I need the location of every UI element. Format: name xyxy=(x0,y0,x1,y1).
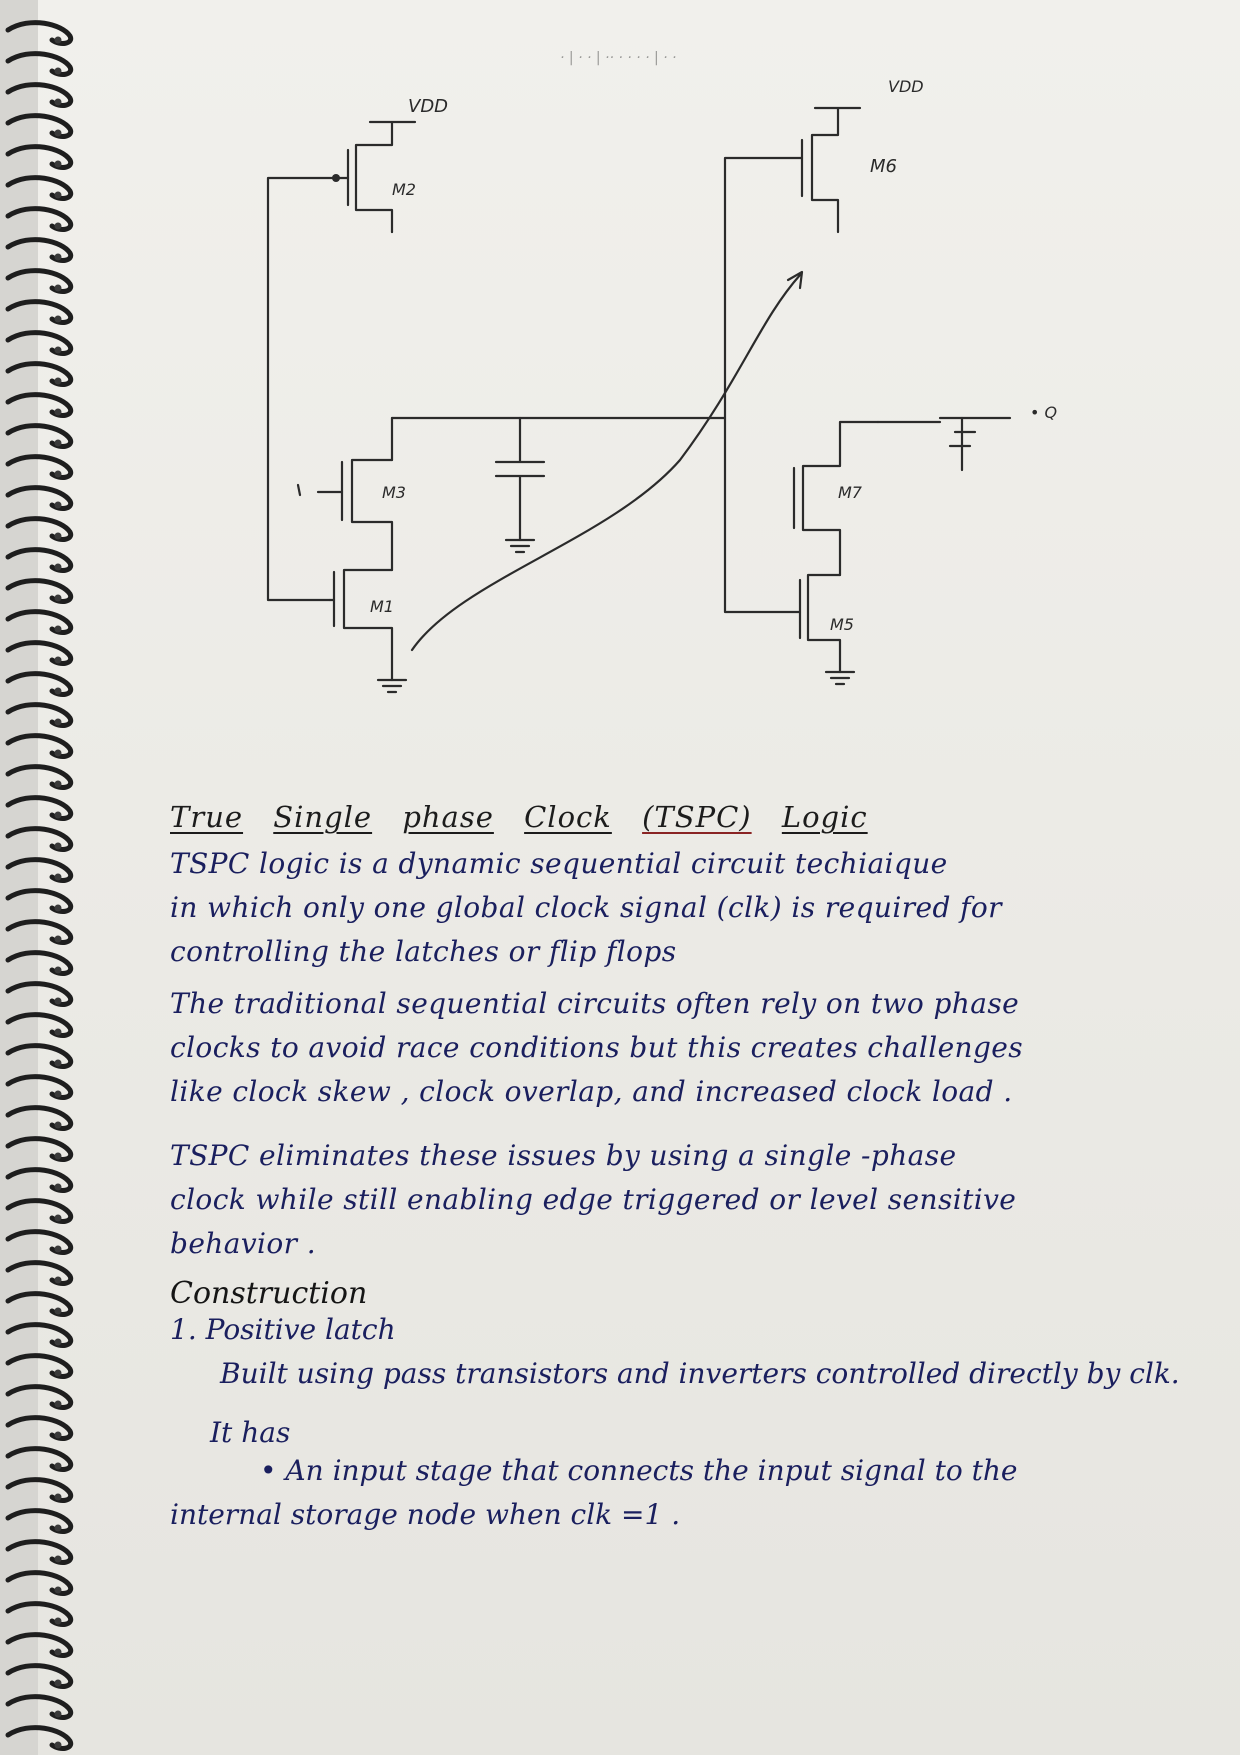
m6-label: M6 xyxy=(870,156,897,177)
punch-hole xyxy=(55,1153,62,1160)
punch-hole xyxy=(55,1277,62,1284)
annotation-curve xyxy=(412,275,800,650)
punch-hole xyxy=(55,1680,62,1687)
bleed-through-marks: · | · · | ·· · · · · | · · xyxy=(560,50,677,66)
punch-hole xyxy=(55,1370,62,1377)
paragraph-line: TSPC logic is a dynamic sequential circuit techiaique xyxy=(170,847,948,880)
punch-hole xyxy=(55,1525,62,1532)
punch-hole xyxy=(55,936,62,943)
punch-hole xyxy=(55,1215,62,1222)
left-gate-wire xyxy=(268,178,336,600)
punch-hole xyxy=(55,967,62,974)
paragraph-line: clocks to avoid race conditions but this creates challenges xyxy=(170,1031,1024,1064)
transistor-m6 xyxy=(802,108,860,232)
m1-label: M1 xyxy=(370,597,394,616)
transistor-m1 xyxy=(330,570,406,692)
vdd-right-label: VDD xyxy=(888,77,924,96)
title-word: Logic xyxy=(781,800,868,834)
transistor-m2 xyxy=(332,122,415,232)
punch-hole xyxy=(55,1184,62,1191)
paragraph-1 xyxy=(170,842,1190,974)
punch-hole xyxy=(55,781,62,788)
right-lower-gate-wire xyxy=(725,418,800,612)
punch-hole xyxy=(55,812,62,819)
m3-label: M3 xyxy=(382,483,406,502)
storage-capacitor xyxy=(496,418,544,552)
punch-hole xyxy=(55,1401,62,1408)
paragraph-line: clock while still enabling edge triggered or level sensitive xyxy=(170,1183,1017,1216)
positive-latch-description: Built using pass transistors and inverters controlled directly by clk. xyxy=(220,1357,1180,1390)
transistor-m7 xyxy=(794,422,878,575)
punch-hole xyxy=(55,1711,62,1718)
paragraph-line: controlling the latches or flip flops xyxy=(170,935,677,968)
vdd-left-label: VDD xyxy=(408,96,449,117)
bullet-line: internal storage node when clk =1 . xyxy=(170,1498,681,1531)
punch-hole xyxy=(55,1339,62,1346)
punch-hole xyxy=(55,1308,62,1315)
punch-hole xyxy=(55,1494,62,1501)
output-capacitor xyxy=(940,418,1010,470)
punch-hole xyxy=(55,874,62,881)
paragraph-line: The traditional sequential circuits often rely on two phase xyxy=(170,987,1020,1020)
punch-hole xyxy=(55,1618,62,1625)
punch-hole xyxy=(55,998,62,1005)
transistor-m3 xyxy=(298,460,392,570)
it-has-label: It has xyxy=(210,1416,291,1449)
punch-hole xyxy=(55,1742,62,1749)
paragraph-line: in which only one global clock signal (clk) is required for xyxy=(170,891,1002,924)
paragraph-line: behavior . xyxy=(170,1227,317,1260)
punch-hole xyxy=(55,1432,62,1439)
paragraph-line: TSPC eliminates these issues by using a single -phase xyxy=(170,1139,957,1172)
tspc-circuit-diagram xyxy=(0,0,1240,760)
punch-hole xyxy=(55,1246,62,1253)
punch-hole xyxy=(55,1029,62,1036)
m5-label: M5 xyxy=(830,615,854,634)
q-output-label: • Q xyxy=(1030,403,1058,422)
paragraph-3 xyxy=(170,1134,1190,1266)
paragraph-line: like clock skew , clock overlap, and increased clock load . xyxy=(170,1075,1013,1108)
punch-hole xyxy=(55,843,62,850)
bullet-line: • An input stage that connects the input signal to the xyxy=(260,1454,1018,1487)
title-word: True xyxy=(170,800,244,834)
title-word: phase xyxy=(402,800,494,834)
construction-heading: Construction xyxy=(170,1276,368,1311)
paragraph-2 xyxy=(170,982,1190,1114)
punch-hole xyxy=(55,1649,62,1656)
punch-hole xyxy=(55,1463,62,1470)
positive-latch-item: 1. Positive latch xyxy=(170,1313,396,1346)
punch-hole xyxy=(55,1587,62,1594)
title-word: Clock xyxy=(524,800,612,834)
punch-hole xyxy=(55,1122,62,1129)
punch-hole xyxy=(55,1060,62,1067)
title-word: Single xyxy=(273,800,373,834)
punch-hole xyxy=(55,905,62,912)
m7-label: M7 xyxy=(838,483,862,502)
storage-node-wire xyxy=(392,232,710,418)
bullet-input-stage xyxy=(170,1449,1190,1537)
punch-hole xyxy=(55,1556,62,1563)
page-title xyxy=(170,800,1190,834)
handwritten-notes xyxy=(170,800,1190,1537)
m2-label: M2 xyxy=(392,180,416,199)
title-word: (TSPC) xyxy=(642,800,752,834)
punch-hole xyxy=(55,1091,62,1098)
